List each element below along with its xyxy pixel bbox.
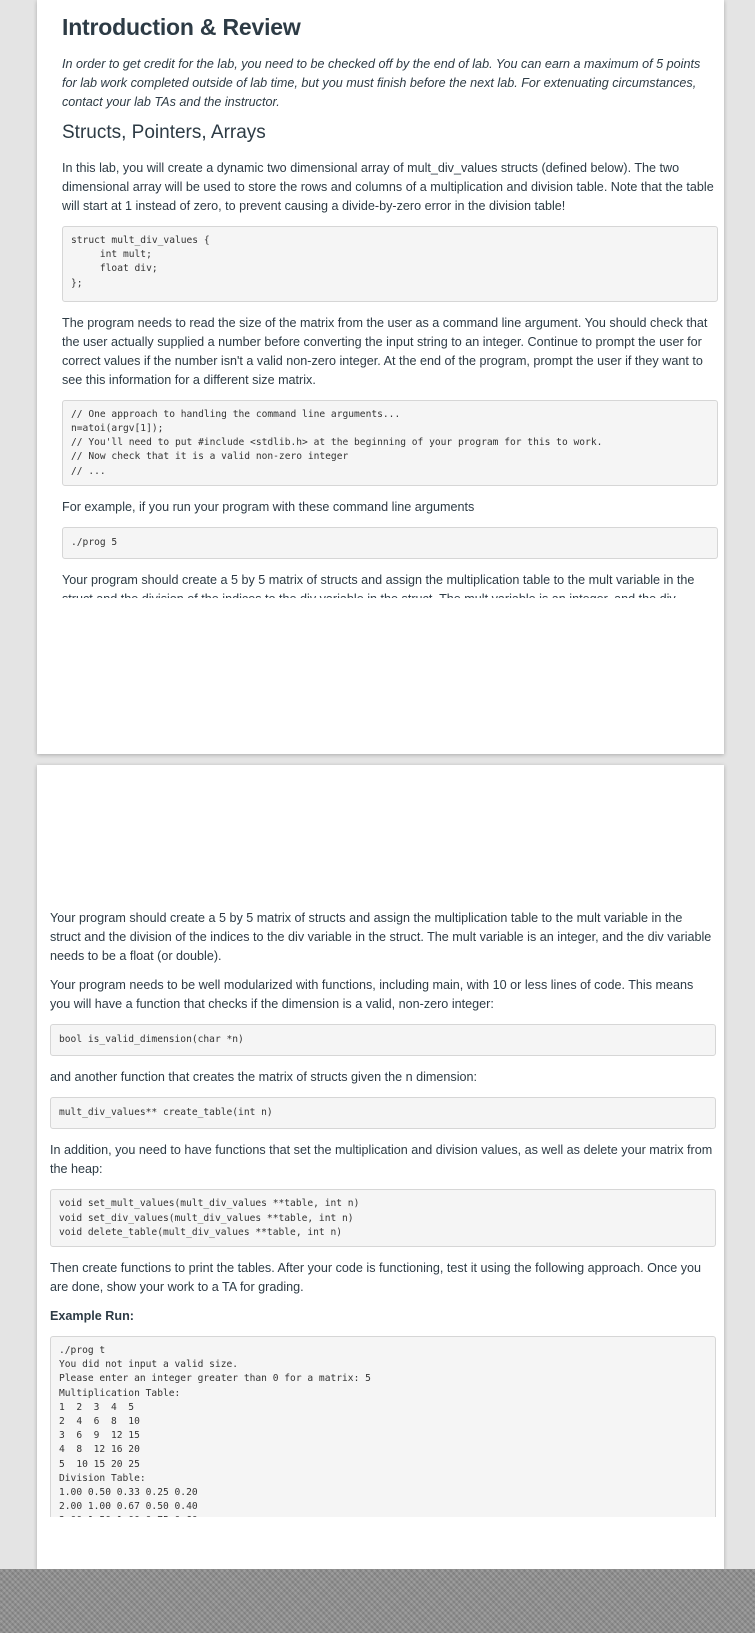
background-texture-bar bbox=[0, 1569, 755, 1633]
is-valid-dimension-code-block: bool is_valid_dimension(char *n) bbox=[50, 1024, 716, 1056]
page-2-content bbox=[50, 909, 716, 1548]
page-1-content bbox=[62, 14, 718, 638]
prog-command-code-block: ./prog 5 bbox=[62, 527, 718, 559]
modularization-paragraph: Your program needs to be well modularized with functions, including main, with 10 or less lines of code. This means you will have a function that checks if the dimension is a valid, non-zero integer: bbox=[50, 978, 694, 1011]
command-line-code-block: // One approach to handling the command line arguments... n=atoi(argv[1]); // You'll need to put #include <stdlib.h> at the beginning of your program for this to work. // Now check that it is a valid non-zero integer // ... bbox=[62, 400, 718, 486]
example-run-code-block: ./prog t You did not input a valid size. Please enter an integer greater than 0 for a matrix: 5 Multiplication Table: 1 2 3 4 5 2 4 6 8 10 3 6 9 12 15 4 8 12 16 20 5 10 15 20 25 Division Table: 1.00 0.50 0.33 0.25 0.20 2.00 1.00 0.67 0.50 0.40 bbox=[50, 1336, 716, 1536]
matrix-description-paragraph-repeat: Your program should create a 5 by 5 matrix of structs and assign the multiplication table to the mult variable in the struct and the division of the indices to the div variable in the struct. The mult variable is an integer, and the div variable needs to be a float (or double). bbox=[50, 911, 712, 963]
section-heading: Structs, Pointers, Arrays bbox=[62, 122, 266, 143]
example-intro-paragraph: For example, if you run your program with these command line arguments bbox=[62, 499, 475, 514]
create-table-code-block: mult_div_values** create_table(int n) bbox=[50, 1097, 716, 1129]
document-page-1 bbox=[37, 0, 724, 754]
example-run-label: Example Run: bbox=[50, 1309, 134, 1324]
page-2-blank-area bbox=[37, 1517, 724, 1569]
document-page-2 bbox=[37, 765, 724, 1569]
matrix-description-paragraph: Your program should create a 5 by 5 matrix of structs and assign the multiplication table to the mult variable in the bbox=[62, 573, 695, 588]
set-values-paragraph: In addition, you need to have functions that set the multiplication and division values, as well as delete your matrix from the heap: bbox=[50, 1143, 713, 1177]
lab-description-paragraph: In this lab, you will create a dynamic two dimensional array of mult_div_values structs (defined below). The two dimensional array will be used to store the rows and columns of a multiplication and division table. Note that the table will start at 1 instead of zero, to prevent causing a divide-by-zero error in the division table! bbox=[62, 161, 714, 213]
function-signatures-code-block: void set_mult_values(mult_div_values **table, int n) void set_div_values(mult_div_values **table, int n) void delete_table(mult_div_values **table, int n) bbox=[50, 1189, 716, 1247]
create-table-paragraph: and another function that creates the matrix of structs given the n dimension: bbox=[50, 1070, 478, 1085]
command-line-paragraph: The program needs to read the size of the matrix from the user as a command line argument. You should check that the user actually supplied a number before converting the input string to an integer. Continue to prompt the user for correct values if the number isn't a valid non-zero integer. At the end of the program, prompt the user if they want to see this information for a different size matrix. bbox=[62, 315, 708, 387]
intro-paragraph: In order to get credit for the lab, you need to be checked off by the end of lab. You can earn a maximum of 5 points for lab work completed outside of lab time, but you must finish before the next lab. For extenuating circumstances, contact your lab TAs and the instructor. bbox=[62, 57, 701, 109]
print-tables-paragraph: Then create functions to print the tables. After your code is functioning, test it using the following approach. Once you are done, show your work to a TA for grading. bbox=[50, 1261, 702, 1295]
struct-code-block: struct mult_div_values { int mult; float div; }; bbox=[62, 226, 718, 302]
page-title: Introduction & Review bbox=[62, 14, 301, 40]
page-1-blank-area bbox=[37, 598, 724, 754]
